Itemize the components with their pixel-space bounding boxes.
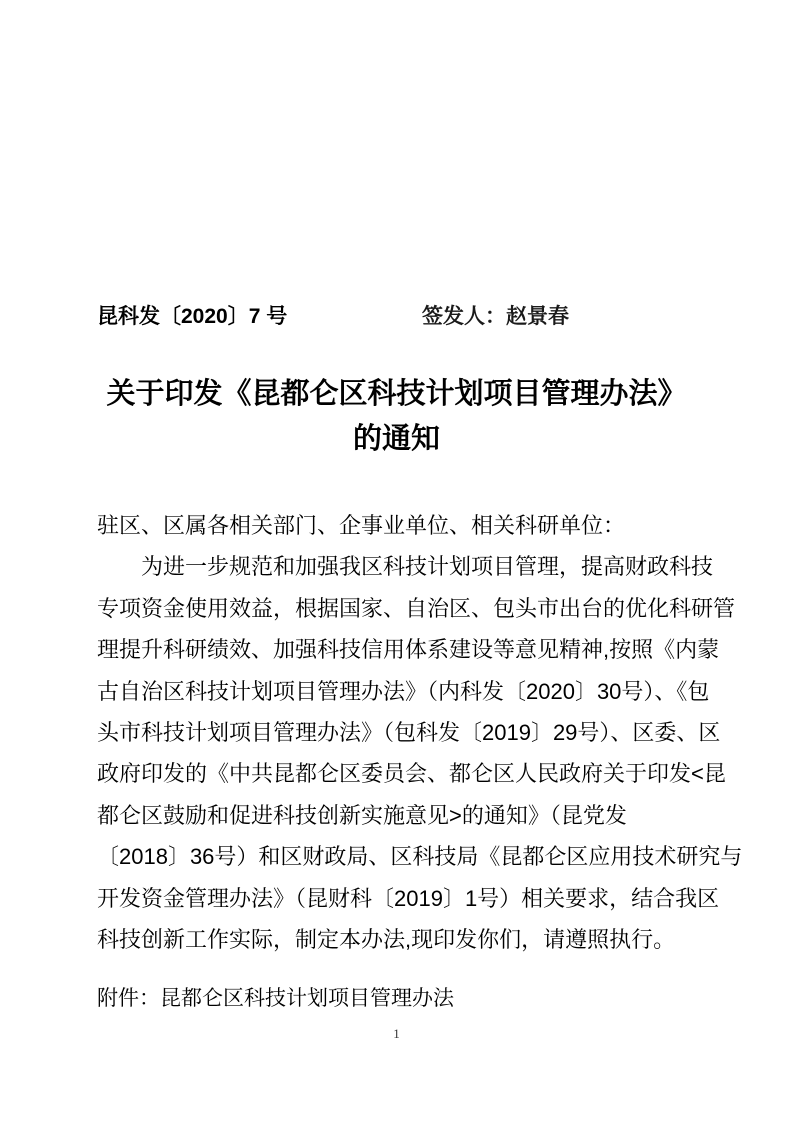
body-line: 古自治区科技计划项目管理办法》（内科发〔2020〕30号）、《包: [97, 678, 710, 704]
attachment-line: 附件：昆都仑区科技计划项目管理办法: [97, 987, 454, 1010]
body-line: 开发资金管理办法》（昆财科〔2019〕1号）相关要求，结合我区: [97, 885, 720, 911]
document-title-line-2: 的通知: [352, 423, 440, 455]
body-line: 〔2018〕36号）和区财政局、区科技局《昆都仑区应用技术研究与: [97, 844, 743, 870]
document-body: [97, 505, 743, 960]
salutation-line: 驻区、区属各相关部门、企事业单位、相关科研单位：: [97, 513, 626, 538]
doc-number: 昆科发〔2020〕7 号: [97, 305, 288, 328]
document-header-row: [97, 302, 705, 332]
document-title: [0, 372, 793, 462]
signer: 签发人：赵景春: [422, 305, 569, 328]
body-line: 都仑区鼓励和促进科技创新实施意见>的通知》（昆党发: [97, 802, 627, 828]
body-line: 为进一步规范和加强我区科技计划项目管理，提高财政科技: [97, 554, 714, 580]
body-line: 专项资金使用效益，根据国家、自治区、包头市出台的优化科研管: [97, 595, 736, 621]
body-line: 政府印发的《中共昆都仑区委员会、都仑区人民政府关于印发<昆: [97, 761, 726, 787]
body-line: 头市科技计划项目管理办法》（包科发〔2019〕29号）、区委、区: [97, 719, 721, 745]
body-line: 科技创新工作实际，制定本办法,现印发你们，请遵照执行。: [97, 926, 676, 952]
document-title-line-1: 关于印发《昆都仑区科技计划项目管理办法》: [106, 378, 687, 410]
body-line: 理提升科研绩效、加强科技信用体系建设等意见精神,按照《内蒙: [97, 637, 720, 663]
page-number: 1: [393, 1026, 400, 1041]
